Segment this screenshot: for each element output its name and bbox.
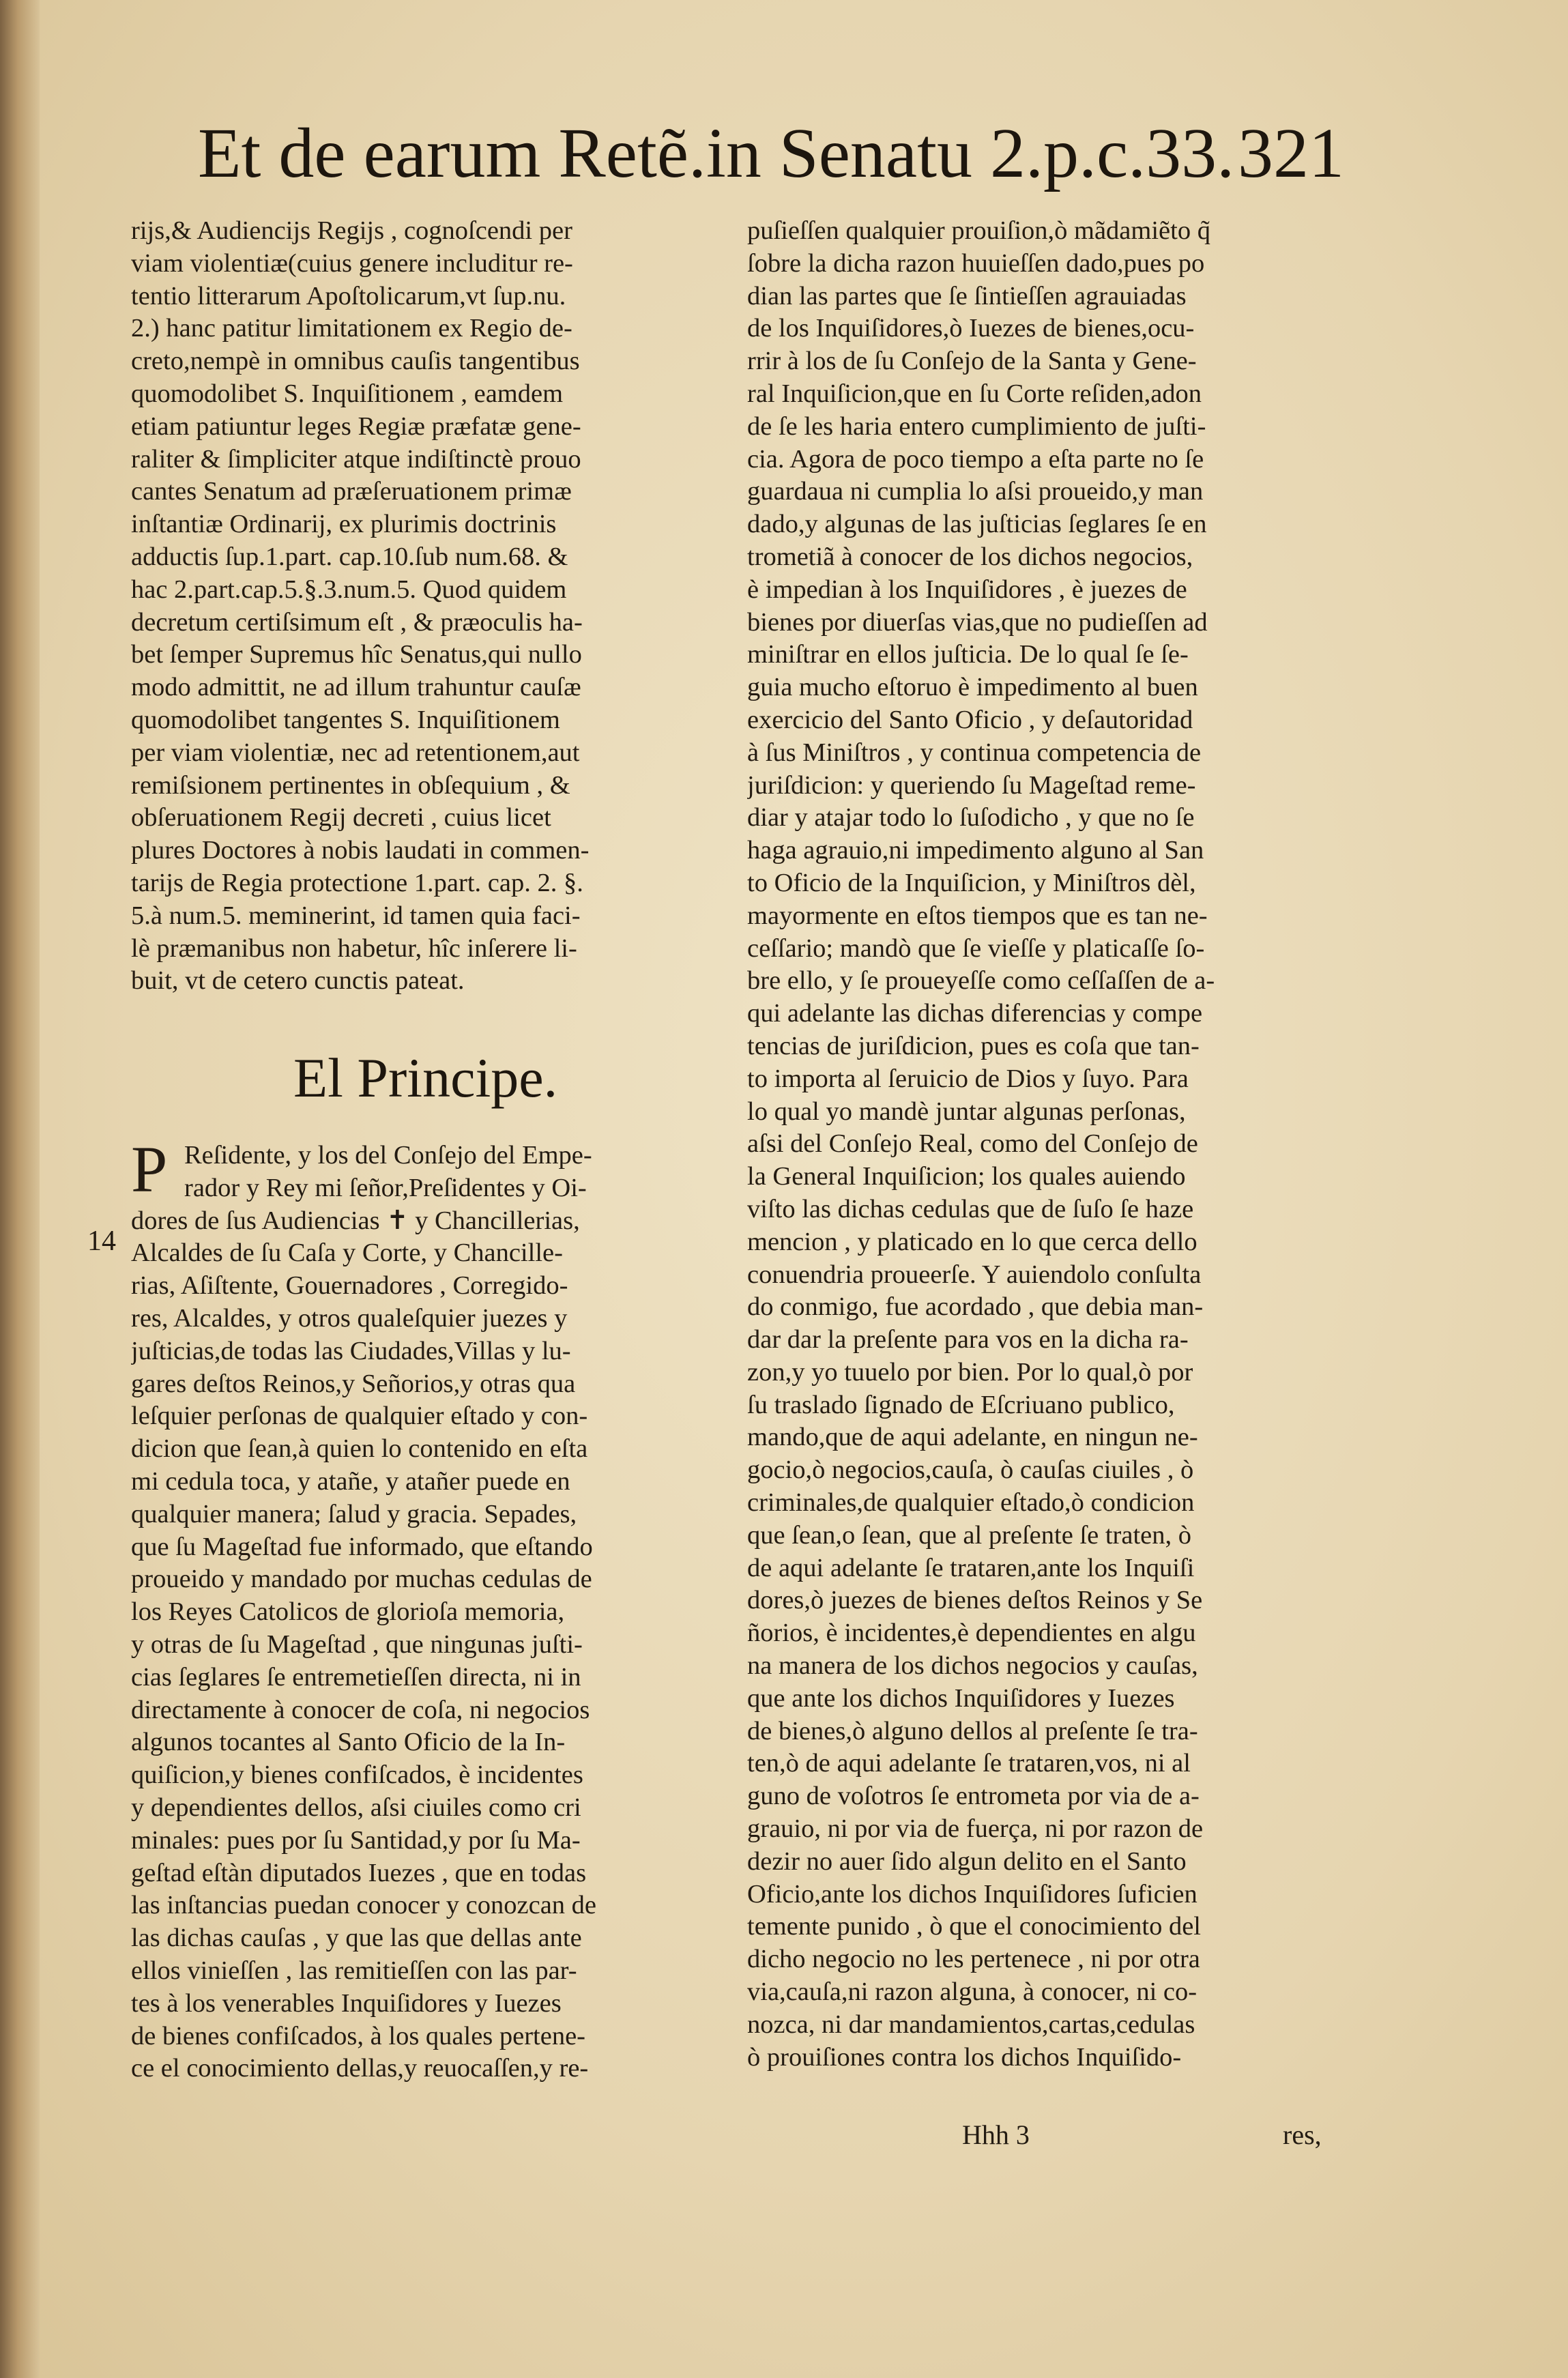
text-line: viam violentiæ(cuius genere includitur re- bbox=[131, 248, 573, 278]
text-line: diar y atajar todo lo ſuſodicho , y que no ſe bbox=[747, 803, 1195, 832]
text-line: zon,y yo tuuelo por bien. Por lo qual,ò por bbox=[747, 1357, 1193, 1387]
text-line: qualquier manera; ſalud y gracia. Sepades, bbox=[131, 1499, 577, 1528]
text-line: tentio litterarum Apoſtolicarum,vt ſup.nu. bbox=[131, 281, 566, 310]
text-line: hac 2.part.cap.5.§.3.num.5. Quod quidem bbox=[131, 575, 567, 604]
text-line: dicion que ſean,à quien lo contenido en eſta bbox=[131, 1434, 588, 1464]
text-line: è impedian à los Inquiſidores , è juezes de bbox=[747, 575, 1187, 604]
page-number: 321 bbox=[1238, 114, 1344, 192]
text-line: dado,y algunas de las juſticias ſeglares ſe en bbox=[747, 510, 1207, 539]
text-line: guno de voſotros ſe entrometa por via de a- bbox=[747, 1782, 1200, 1811]
text-line: que ſean,o ſean, que al preſente ſe traten, ò bbox=[747, 1520, 1191, 1550]
text-line: bre ello, y ſe proueyeſſe como ceſſaſſen de a- bbox=[747, 966, 1215, 996]
text-line: la General Inquiſicion; los quales auiendo bbox=[747, 1162, 1186, 1191]
text-line: geſtad eſtàn diputados Iuezes , que en todas bbox=[131, 1858, 587, 1887]
text-line: viſto las dichas cedulas que de ſuſo ſe haze bbox=[747, 1194, 1194, 1223]
text-line: ral Inquiſicion,que en ſu Corte reſiden,adon bbox=[747, 379, 1202, 408]
decree-text bbox=[131, 1133, 711, 2085]
text-line: que ſu Mageſtad fue informado, que eſtando bbox=[131, 1532, 593, 1561]
text-line: gocio,ò negocios,cauſa, ò cauſas ciuiles , ò bbox=[747, 1455, 1194, 1485]
drop-cap: P bbox=[131, 1133, 168, 1206]
text-line: ñorios, è incidentes,è dependientes en algu bbox=[747, 1619, 1196, 1648]
text-line: miniſtrar en ellos juſticia. De lo qual ſe ſe- bbox=[747, 640, 1189, 669]
running-head bbox=[198, 102, 1344, 205]
text-line: de bienes confiſcados, à los quales pertene- bbox=[131, 2021, 586, 2050]
binding-gutter bbox=[0, 0, 40, 2378]
text-line: quiſicion,y bienes confiſcados, è incidentes bbox=[131, 1760, 583, 1790]
text-line: las dichas cauſas , y que las que dellas ante bbox=[131, 1924, 582, 1953]
text-line: las inſtancias puedan conocer y conozcan de bbox=[131, 1891, 597, 1920]
text-line: rijs,& Audiencijs Regijs , cognoſcendi per bbox=[131, 216, 572, 245]
right-column-text bbox=[747, 215, 1334, 2074]
section-heading: El Principe. bbox=[293, 1047, 558, 1109]
text-line: Reſidente, y los del Conſejo del Empe- bbox=[184, 1141, 592, 1170]
text-line: do conmigo, fue acordado , que debia man- bbox=[747, 1292, 1204, 1322]
text-line: remiſsionem pertinentes in obſequium , & bbox=[131, 770, 570, 800]
text-line: dores,ò juezes de bienes deſtos Reinos y Se bbox=[747, 1586, 1203, 1615]
margin-number: 14 bbox=[87, 1226, 116, 1257]
catchword: res, bbox=[1283, 2119, 1322, 2150]
text-line: y otras de ſu Mageſtad , que ningunas juſti- bbox=[131, 1629, 583, 1659]
text-line: de bienes,ò alguno dellos al preſente ſe tra- bbox=[747, 1716, 1198, 1745]
text-line: mi cedula toca, y atañe, y atañer puede en bbox=[131, 1466, 570, 1496]
text-line: modo admittit, ne ad illum trahuntur cauſæ bbox=[131, 673, 581, 702]
text-line: obſeruationem Regij decreti , cuius licet bbox=[131, 803, 551, 832]
text-line: haga agrauio,ni impedimento alguno al San bbox=[747, 836, 1204, 865]
text-line: to Oficio de la Inquiſicion, y Miniſtros dèl, bbox=[747, 868, 1196, 897]
text-line: lo qual yo mandè juntar algunas perſonas, bbox=[747, 1097, 1186, 1126]
text-line: buit, vt de cetero cunctis pateat. bbox=[131, 966, 465, 996]
text-line: los Reyes Catolicos de glorioſa memoria, bbox=[131, 1597, 565, 1627]
text-line: temente punido , ò que el conocimiento del bbox=[747, 1912, 1202, 1941]
text-line: dezir no auer ſido algun delito en el Santo bbox=[747, 1846, 1187, 1876]
text-line: rias, Aſiſtente, Gouernadores , Corregido- bbox=[131, 1271, 568, 1301]
text-line: dar dar la preſente para vos en la dicha ra- bbox=[747, 1325, 1189, 1354]
text-line: trometiã à conocer de los dichos negocios, bbox=[747, 542, 1193, 571]
text-line: proueido y mandado por muchas cedulas de bbox=[131, 1565, 592, 1594]
text-line: ellos vinieſſen , las remitieſſen con las par- bbox=[131, 1956, 577, 1985]
text-line: qui adelante las dichas diferencias y compe bbox=[747, 999, 1203, 1028]
text-line: dores de ſus Audiencias ✝ y Chancillerias, bbox=[131, 1206, 580, 1235]
text-line: 2.) hanc patitur limitationem ex Regio de- bbox=[131, 314, 572, 343]
text-line: quomodolibet tangentes S. Inquiſitionem bbox=[131, 705, 560, 734]
text-line: ceſſario; mandò que ſe vieſſe y platicaſſe ſo- bbox=[747, 933, 1205, 963]
text-line: juſticias,de todas las Ciudades,Villas y lu- bbox=[131, 1336, 571, 1365]
text-line: res, Alcaldes, y otros qualeſquier juezes y bbox=[131, 1303, 568, 1333]
text-line: quomodolibet S. Inquiſitionem , eamdem bbox=[131, 379, 564, 408]
text-line: de los Inquiſidores,ò Iuezes de bienes,ocu- bbox=[747, 314, 1195, 343]
text-line: minales: pues por ſu Santidad,y por ſu Ma- bbox=[131, 1825, 581, 1855]
running-head-title: Et de earum Retẽ.in Senatu 2.p.c.33. bbox=[198, 114, 1235, 192]
text-line: guia mucho eſtoruo è impedimento al buen bbox=[747, 673, 1198, 702]
text-line: tes à los venerables Inquiſidores y Iuezes bbox=[131, 1988, 562, 2018]
text-line: rrir à los de ſu Conſejo de la Santa y Gene- bbox=[747, 347, 1197, 376]
text-line: creto,nempè in omnibus cauſis tangentibus bbox=[131, 347, 580, 376]
text-line: via,cauſa,ni razon alguna, à conocer, ni co- bbox=[747, 1977, 1197, 2007]
text-line: dian las partes que ſe ſintieſſen agrauiadas bbox=[747, 281, 1187, 310]
text-line: de aqui adelante ſe trataren,ante los Inquiſi bbox=[747, 1553, 1195, 1582]
text-line: ſobre la dicha razon huuieſſen dado,pues po bbox=[747, 248, 1205, 278]
text-line: bienes por diuerſas vias,que no pudieſſen ad bbox=[747, 607, 1208, 637]
text-line: etiam patiuntur leges Regiæ præfatæ gene- bbox=[131, 411, 581, 441]
text-line: ce el conocimiento dellas,y reuocaſſen,y re- bbox=[131, 2054, 589, 2083]
text-line: cias ſeglares ſe entremetieſſen directa, ni in bbox=[131, 1662, 581, 1692]
text-line: lè præmanibus non habetur, hîc inſerere li- bbox=[131, 933, 577, 963]
text-line: à ſus Miniſtros , y continua competencia de bbox=[747, 738, 1202, 767]
text-line: inſtantiæ Ordinarij, ex plurimis doctrinis bbox=[131, 510, 557, 539]
text-line: ſu traslado ſignado de Eſcriuano publico, bbox=[747, 1390, 1175, 1419]
text-line: rador y Rey mi ſeñor,Preſidentes y Oi- bbox=[184, 1173, 587, 1202]
text-line: to importa al ſeruicio de Dios y ſuyo. Para bbox=[747, 1064, 1189, 1093]
text-line: plures Doctores à nobis laudati in commen- bbox=[131, 836, 590, 865]
text-line: Alcaldes de ſu Caſa y Corte, y Chancille- bbox=[131, 1238, 563, 1268]
text-line: bet ſemper Supremus hîc Senatus,qui nullo bbox=[131, 640, 582, 669]
text-line: guardaua ni cumplia lo aſsi proueido,y man bbox=[747, 477, 1204, 506]
text-line: mando,que de aqui adelante, en ningun ne- bbox=[747, 1423, 1198, 1452]
text-line: juriſdicion: y queriendo ſu Mageſtad reme- bbox=[747, 770, 1196, 800]
text-line: per viam violentiæ, nec ad retentionem,aut bbox=[131, 738, 580, 767]
text-line: que ante los dichos Inquiſidores y Iuezes bbox=[747, 1683, 1175, 1713]
text-line: algunos tocantes al Santo Oficio de la In- bbox=[131, 1728, 566, 1757]
text-line: ten,ò de aqui adelante ſe trataren,vos, ni al bbox=[747, 1749, 1191, 1778]
text-line: tarijs de Regia protectione 1.part. cap. 2. §. bbox=[131, 868, 583, 897]
text-line: ò prouiſiones contra los dichos Inquiſido- bbox=[747, 2042, 1182, 2072]
text-line: aſsi del Conſejo Real, como del Conſejo de bbox=[747, 1129, 1198, 1159]
text-line: Oficio,ante los dichos Inquiſidores ſuficien bbox=[747, 1879, 1197, 1909]
text-line: mencion , y platicado en lo que cerca dello bbox=[747, 1227, 1197, 1256]
text-line: criminales,de qualquier eſtado,ò condicion bbox=[747, 1488, 1195, 1518]
text-line: decretum certiſsimum eſt , & præoculis ha- bbox=[131, 607, 583, 637]
text-line: 5.à num.5. meminerint, id tamen quia faci- bbox=[131, 901, 581, 930]
text-line: directamente à conocer de coſa, ni negocios bbox=[131, 1695, 590, 1724]
text-line: de ſe les haria entero cumplimiento de juſti- bbox=[747, 411, 1206, 441]
text-line: grauio, ni por via de fuerça, ni por razon de bbox=[747, 1814, 1204, 1844]
text-line: gares deſtos Reinos,y Señorios,y otras qua bbox=[131, 1369, 576, 1398]
text-line: exercicio del Santo Oficio , y deſautoridad bbox=[747, 705, 1193, 734]
text-line: tencias de juriſdicion, pues es coſa que tan- bbox=[747, 1031, 1200, 1060]
text-line: leſquier perſonas de qualquier eſtado y con- bbox=[131, 1402, 588, 1431]
text-line: raliter & ſimpliciter atque indiſtinctè prouo bbox=[131, 444, 581, 474]
text-line: adductis ſup.1.part. cap.10.ſub num.68. & bbox=[131, 542, 568, 571]
text-line: dicho negocio no les pertenece , ni por otra bbox=[747, 1945, 1200, 1974]
text-line: conuendria proueerſe. Y auiendolo conſulta bbox=[747, 1260, 1202, 1289]
text-line: cantes Senatum ad præſeruationem primæ bbox=[131, 477, 572, 506]
signature-mark: Hhh 3 bbox=[962, 2119, 1030, 2150]
text-line: mayormente en eſtos tiempos que es tan ne- bbox=[747, 901, 1208, 930]
text-line: nozca, ni dar mandamientos,cartas,cedulas bbox=[747, 2010, 1195, 2039]
text-line: puſieſſen qualquier prouiſion,ò mãdamiẽto q̃ bbox=[747, 216, 1210, 245]
left-column-text bbox=[131, 215, 711, 998]
text-line: cia. Agora de poco tiempo a eſta parte no ſe bbox=[747, 444, 1204, 474]
text-line: y dependientes dellos, aſsi ciuiles como cri bbox=[131, 1793, 581, 1822]
text-line: na manera de los dichos negocios y cauſas, bbox=[747, 1651, 1198, 1681]
